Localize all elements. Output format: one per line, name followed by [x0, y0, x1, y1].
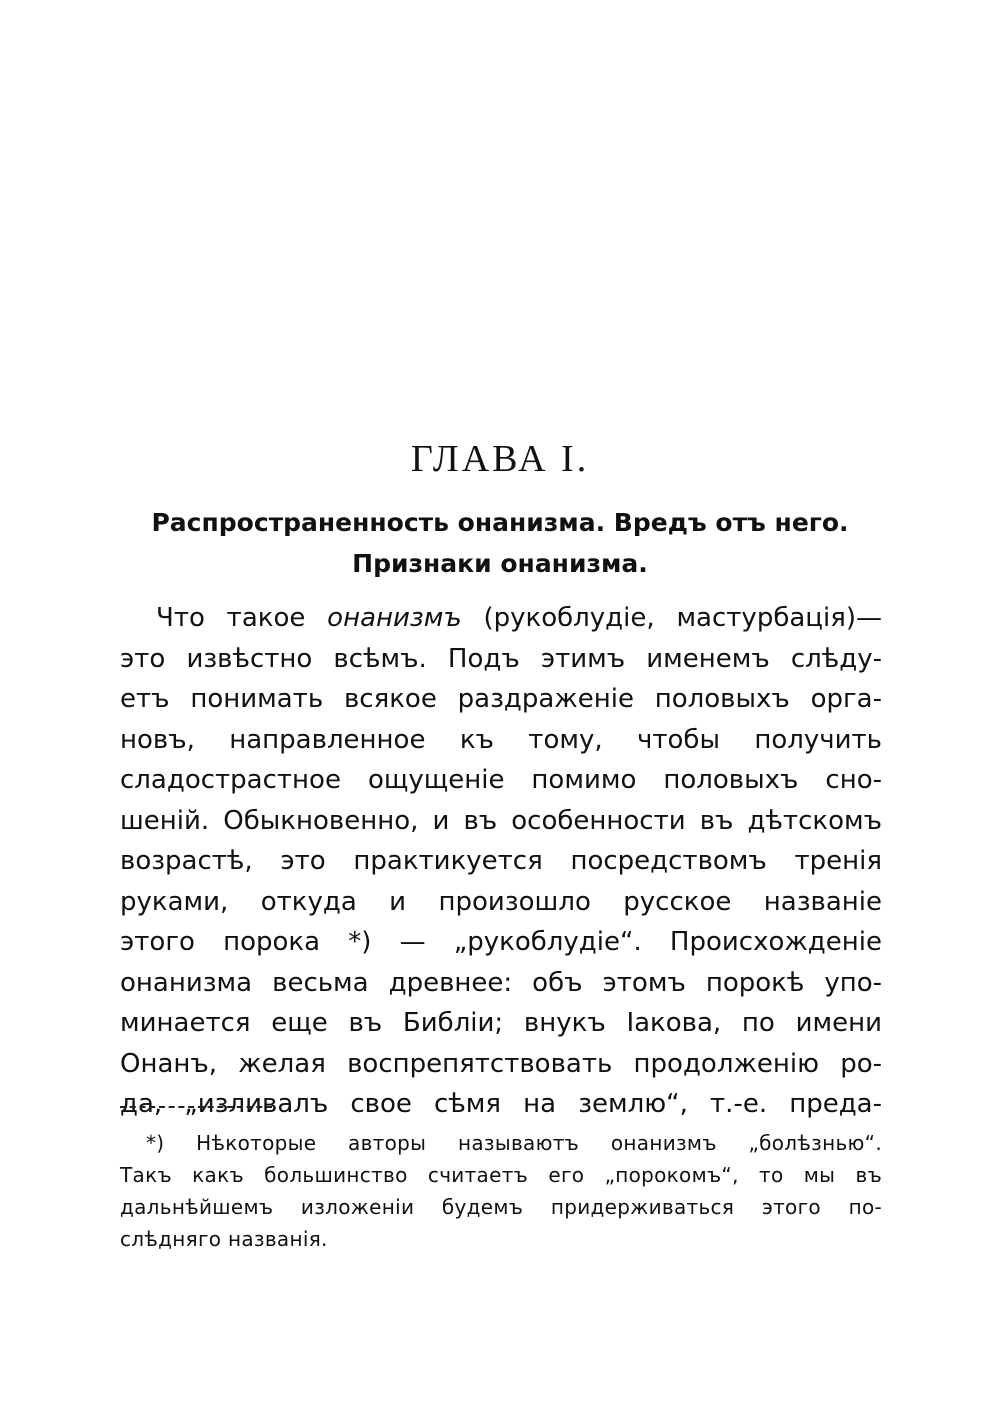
chapter-title-line: Распространенность онанизма. Вредъ отъ него. — [151, 508, 849, 537]
body-line: это извѣстно всѣмъ. Подъ этимъ именемъ слѣду- — [120, 643, 882, 674]
emphasized-term: онанизмъ — [327, 603, 462, 633]
chapter-title — [110, 502, 890, 584]
footnote-line: слѣдняго названія. — [120, 1227, 328, 1251]
footnote-line: Такъ какъ большинство считаетъ его „порокомъ“, то мы въ — [120, 1163, 882, 1187]
body-line: этого порока *) — „рукоблудіе“. Происхожденіе — [120, 927, 882, 957]
body-line: новъ, направленное къ тому, чтобы получить — [120, 724, 882, 755]
body-line: шеній. Обыкновенно, и въ особенности въ дѣтскомъ — [120, 805, 882, 836]
chapter-heading: ГЛАВА I. — [410, 438, 590, 480]
body-line: сладострастное ощущеніе помимо половыхъ сно- — [120, 765, 882, 795]
body-line: онанизма весьма древнее: объ этомъ порокѣ упо- — [120, 967, 882, 998]
body-text-segment: (рукоблудіе, мастурбація)— — [461, 603, 882, 633]
footnote-line: дальнѣйшемъ изложеніи будемъ придерживаться этого по- — [120, 1195, 882, 1219]
body-line: руками, откуда и произошло русское названіе — [120, 886, 882, 917]
body-paragraph — [120, 598, 882, 1125]
body-text-segment: Что такое — [156, 603, 328, 633]
body-line: возрастѣ, это практикуется посредствомъ тренія — [120, 846, 882, 876]
body-line — [120, 598, 882, 639]
body-line: етъ понимать всякое раздраженіе половыхъ орга- — [120, 684, 882, 714]
footnote-line: *) Нѣкоторые авторы называютъ онанизмъ „болѣзнью“. — [146, 1131, 882, 1155]
body-line: Онанъ, желая воспрепятствовать продолженію ро- — [120, 1048, 882, 1079]
chapter-title-line: Признаки онанизма. — [352, 549, 648, 578]
body-line: да, „изливалъ свое сѣмя на землю“, т.-е. преда- — [120, 1089, 882, 1119]
body-line: минается еще въ Библіи; внукъ Іакова, по имени — [120, 1008, 882, 1038]
footnote — [120, 1127, 882, 1255]
footnote-separator — [120, 1106, 272, 1108]
